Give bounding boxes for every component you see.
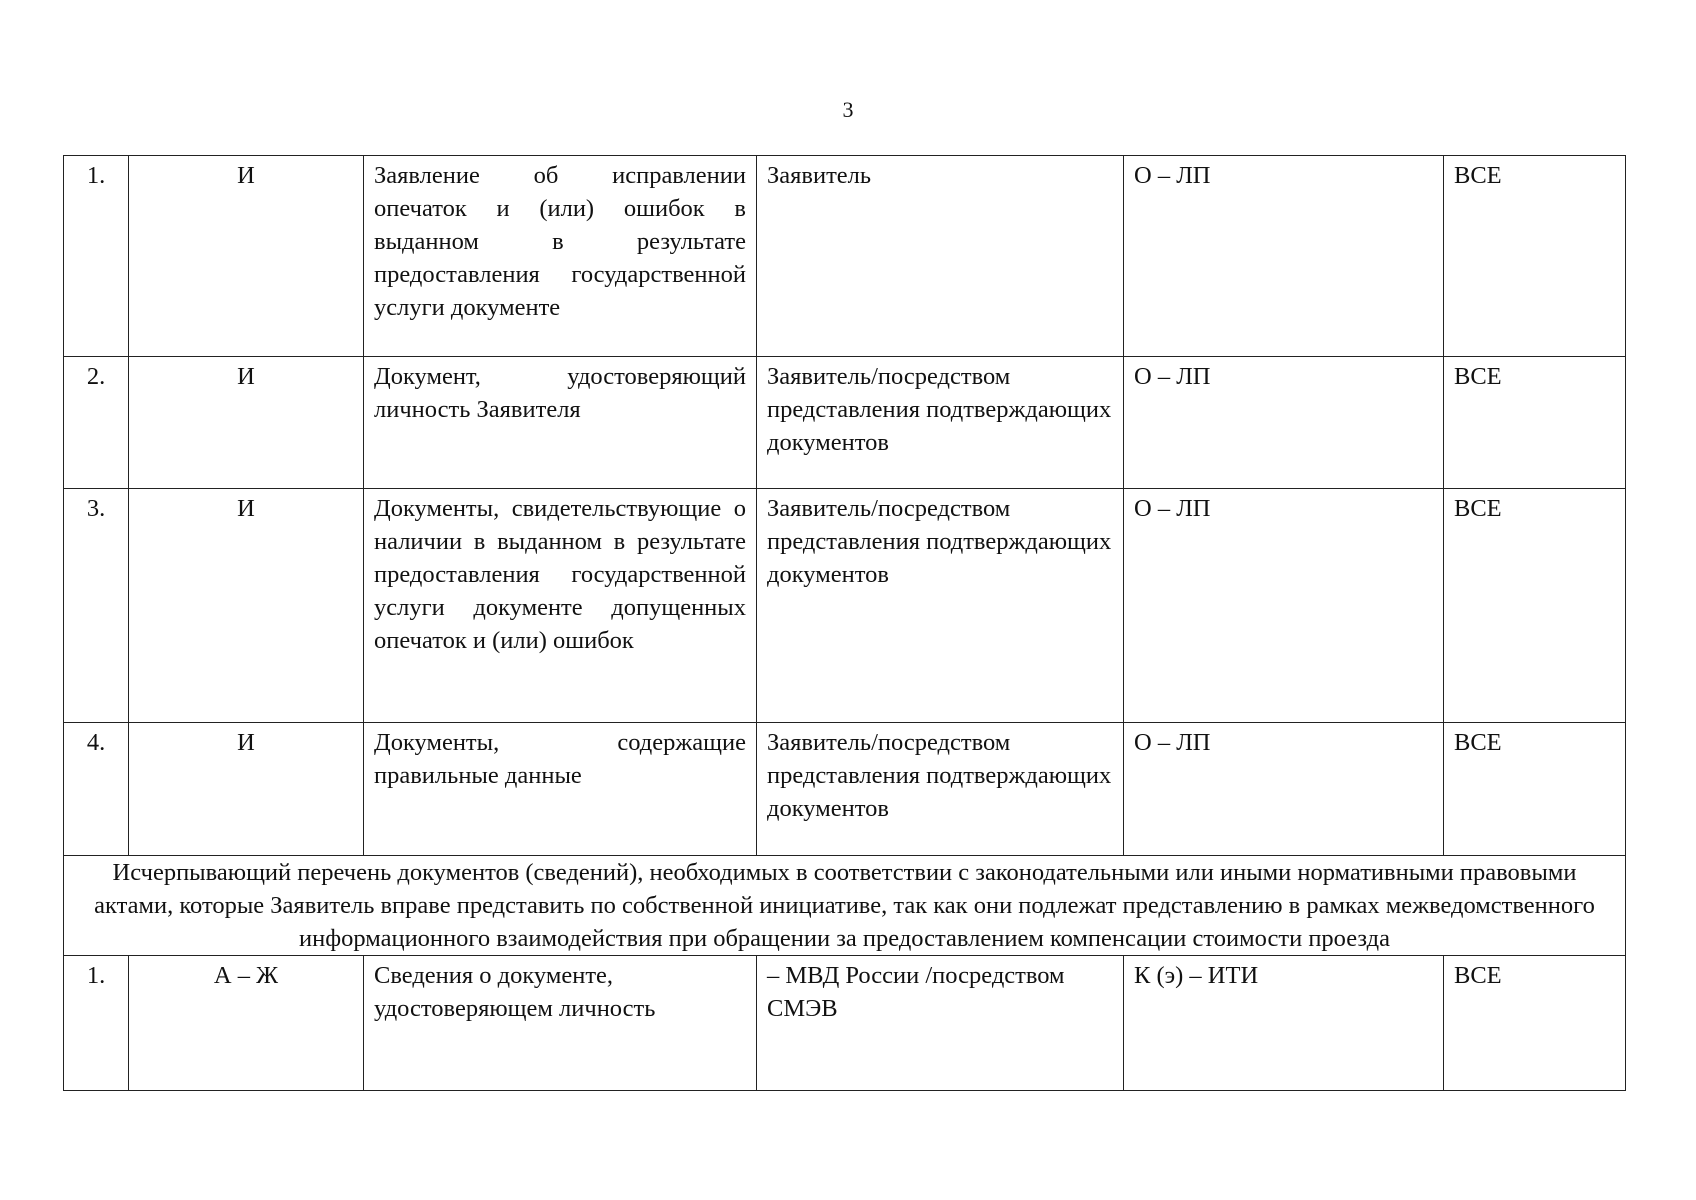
document-type: А – Ж xyxy=(129,956,364,1091)
document-name: Документы, содержащие правильные данные xyxy=(364,723,757,856)
table-row xyxy=(64,156,1626,357)
document-source: – МВД России /посредством СМЭВ xyxy=(757,956,1124,1091)
submission-code: О – ЛП xyxy=(1124,156,1444,357)
row-number: 1. xyxy=(64,156,129,357)
document-name: Заявление об исправлении опечаток и (или) ошибок в выданном в результате предоставления государственной услуги документе xyxy=(364,156,757,357)
document-type: И xyxy=(129,156,364,357)
table-row xyxy=(64,723,1626,856)
table-row xyxy=(64,489,1626,723)
applicant-category: ВСЕ xyxy=(1444,489,1626,723)
row-number: 2. xyxy=(64,357,129,489)
documents-table xyxy=(63,155,1626,1091)
document-source: Заявитель/посредством представления подтверждающих документов xyxy=(757,357,1124,489)
submission-code: К (э) – ИТИ xyxy=(1124,956,1444,1091)
applicant-category: ВСЕ xyxy=(1444,156,1626,357)
row-number: 3. xyxy=(64,489,129,723)
submission-code: О – ЛП xyxy=(1124,723,1444,856)
table-row xyxy=(64,357,1626,489)
row-number: 4. xyxy=(64,723,129,856)
document-source: Заявитель/посредством представления подтверждающих документов xyxy=(757,489,1124,723)
document-type: И xyxy=(129,723,364,856)
document-name: Документы, свидетельствующие о наличии в выданном в результате предоставления государственной услуги документе допущенных опечаток и (или) ошибок xyxy=(364,489,757,723)
applicant-category: ВСЕ xyxy=(1444,956,1626,1091)
document-source: Заявитель/посредством представления подтверждающих документов xyxy=(757,723,1124,856)
document-name: Документ, удостоверяющий личность Заявителя xyxy=(364,357,757,489)
applicant-category: ВСЕ xyxy=(1444,723,1626,856)
submission-code: О – ЛП xyxy=(1124,357,1444,489)
document-type: И xyxy=(129,357,364,489)
section-heading-row xyxy=(64,856,1626,956)
document-type: И xyxy=(129,489,364,723)
document-name: Сведения о документе, удостоверяющем личность xyxy=(364,956,757,1091)
page-number: 3 xyxy=(842,97,854,122)
row-number: 1. xyxy=(64,956,129,1091)
submission-code: О – ЛП xyxy=(1124,489,1444,723)
document-source: Заявитель xyxy=(757,156,1124,357)
section-heading: Исчерпывающий перечень документов (сведений), необходимых в соответствии с законодательными или иными нормативными правовыми актами, которые Заявитель вправе представить по собственной инициативе, так как они подлежат представлению в рамках межведомственного информационного взаимодействия при обращении за предоставлением компенсации стоимости проезда xyxy=(64,856,1626,956)
applicant-category: ВСЕ xyxy=(1444,357,1626,489)
table-row xyxy=(64,956,1626,1091)
